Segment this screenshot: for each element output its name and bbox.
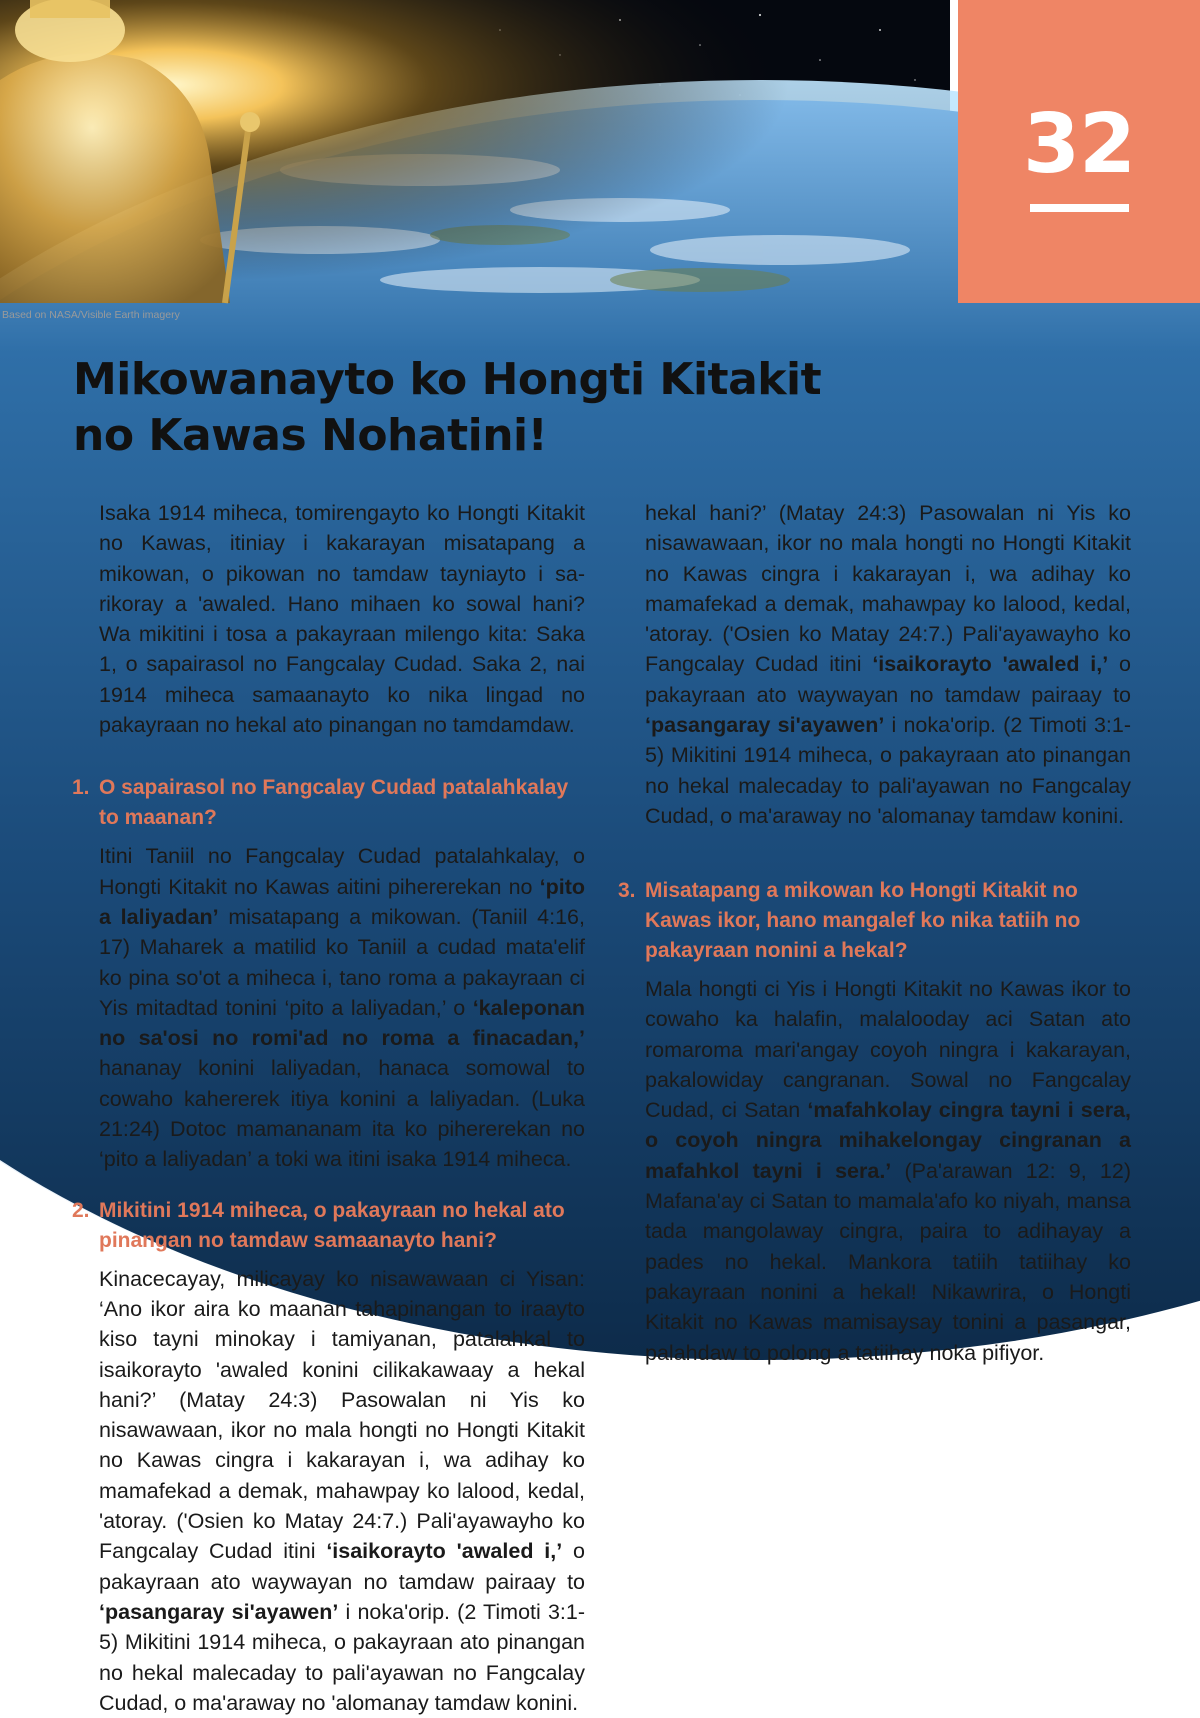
answer-3-paragraph: [645, 974, 1131, 1368]
question-3: [618, 876, 1131, 966]
question-1: [72, 773, 585, 833]
answer-emphasis: ‘pasangaray si'ayawen’: [99, 1599, 339, 1624]
answer-2-paragraph-start: [99, 1264, 586, 1715]
page-title: [73, 352, 821, 464]
answer-text: misatapang a mikowan. (Taniil 4:16, 17) Maharek a matilid ko Taniil a cudad mata'elif ko pina so'ot a miheca i, tano roma a pakayraan ci Yis mitadtad tonini ‘pito a laliyadan,’ o: [99, 904, 585, 1020]
lesson-number: 32: [1022, 97, 1136, 192]
intro-paragraph: Isaka 1914 miheca, tomirengayto ko Hongti Kitakit no Kawas, itiniay i kakarayan misatapang a mikowan, o pikowan no tamdaw tayniayto i sarikoray a 'awaled. Hano mihaen ko sowal hani? Wa mikitini i tosa a pakayraan milengo kita: Saka 1, o sapairasol no Fangcalay Cudad. Saka 2, nai 1914 miheca samaanayto ko nika lingad no pakayraan no hekal ato pinangan no tamdamdaw.: [99, 501, 585, 738]
image-credit: Based on NASA/Visible Earth imagery: [2, 309, 180, 321]
answer-2-paragraph-continued: hekal hani?’ (Matay 24:3) Pasowalan ni Yis ko nisawawaan, ikor no mala hongti no Hongti Kitakit no Kawas cingra i kakarayan i, wa adihay ko mamafekad a demak, mahawpay ko lalood, kedal, 'atoray. ('Osien ko Matay 24:7.) Pali'ayawayho ko Fangcalay Cudad itini ‘isaikorayto 'awaled i,’ o pakayraan ato waywayan no tamdaw pairaay to ‘pasangaray si'ayawen’ i noka'orip. (2 Timoti 3:1-5) Mikitini 1914 miheca, o pakayraan ato pinangan no hekal malecaday to pali'ayawan no Fangcalay Cudad, o ma'araway no 'alomanay tamdaw konini.: [645, 501, 1132, 828]
answer-text: Kinacecayay, milicayay ko nisawawaan ci Yisan: ‘Ano ikor aira ko maanan tahapinangan to iraayto kiso tayni minokay i tamiyanan, patalahkal to isaikorayto 'awaled konini cilikakawaay a hekal hani?’ (Matay 24:3) Pasowalan ni Yis ko nisawawaan, ikor no mala hongti no Hongti Kitakit no Kawas cingra i kakarayan i, wa adihay ko mamafekad a demak, mahawpay ko lalood, kedal, 'atoray. ('Osien ko Matay 24:7.) Pali'ayawayho ko Fangcalay Cudad itini: [99, 1266, 585, 1564]
answer-emphasis: ‘pasangaray si'ayawen’: [645, 713, 885, 738]
question-number: 2.: [72, 1198, 90, 1222]
question-text: O sapairasol no Fangcalay Cudad patalahkalay to maanan?: [99, 776, 569, 830]
question-text: Misatapang a mikowan ko Hongti Kitakit no Kawas ikor, hano mangalef ko nika tatiih no pakayraan nonini a hekal?: [645, 879, 1081, 962]
earth-from-space-illustration: [0, 0, 950, 303]
question-number: 3.: [618, 879, 636, 902]
answer-text: hananay konini laliyadan, hanaca somowal to cowaho kahererek itiya konini a laliyadan. (Luka 21:24) Dotoc mamananam ita ko pihererekan no ‘pito a laliyadan’ a toki wa itini isaka 1914 miheca.: [99, 1056, 585, 1172]
title-line-1: Mikowanayto ko Hongti Kitakit: [73, 354, 822, 405]
left-column: [72, 498, 586, 1715]
question-number: 1.: [72, 776, 90, 800]
hero-image: [0, 0, 950, 303]
lesson-number-underline: [1030, 204, 1129, 212]
answer-emphasis: ‘kaleponan no sa'osi no romi'ad no roma a finacadan,’: [99, 995, 585, 1051]
answer-text: Mala hongti ci Yis i Hongti Kitakit no Kawas ikor to cowaho ka halafin, malalooday aci Satan ato romaroma mari'angay coyoh ningra i kakarayan, pakalowiday cangranan. Sowal no Fangcalay Cudad, ci Satan: [645, 977, 1131, 1123]
right-column: [618, 498, 1132, 1368]
answer-emphasis: ‘mafahkolay cingra tayni i sera, o coyoh ningra mihakelongay cingranan a mafahkol tayni i sera.’: [645, 1098, 1132, 1183]
answer-emphasis: ‘isaikorayto 'awaled i,’: [872, 652, 1109, 677]
answer-text: o pakayraan ato waywayan no tamdaw pairaay to: [99, 1539, 586, 1594]
answer-text: i noka'orip. (2 Timoti 3:1-5) Mikitini 1914 miheca, o pakayraan ato pinangan no hekal malecaday to pali'ayawan no Fangcalay Cudad, o ma'araway no 'alomanay tamdaw konini.: [99, 1599, 585, 1715]
answer-2-continuation: [645, 498, 1131, 861]
title-line-2: no Kawas Nohatini!: [73, 410, 548, 461]
question-2: [72, 1196, 585, 1256]
answer-1-paragraph: [99, 841, 585, 1174]
question-text: Mikitini 1914 miheca, o pakayraan no hekal ato pinangan no tamdaw samaanayto hani?: [99, 1198, 565, 1252]
answer-text: Itini Taniil no Fangcalay Cudad patalahkalay, o Hongti Kitakit no Kawas aitini pihererekan no: [99, 844, 585, 899]
answer-emphasis: ‘pito a laliyadan’: [99, 874, 585, 929]
lesson-number-box: [958, 0, 1200, 303]
answer-emphasis: ‘isaikorayto 'awaled i,’: [326, 1539, 563, 1564]
answer-text: (Pa'arawan 12: 9, 12) Mafana'ay ci Satan to mamala'afo ko niyah, mansa tada mangolaway cingra, paira to adihayay a pades no hekal. Mankora tatiih tatiihay ko pakayraan nonini a hekal! Nikawrira, o Hongti Kitakit no Kawas mamisaysay tonini a pasangar, palahdaw to polong a tatiihay noka pifiyor.: [645, 1158, 1131, 1365]
